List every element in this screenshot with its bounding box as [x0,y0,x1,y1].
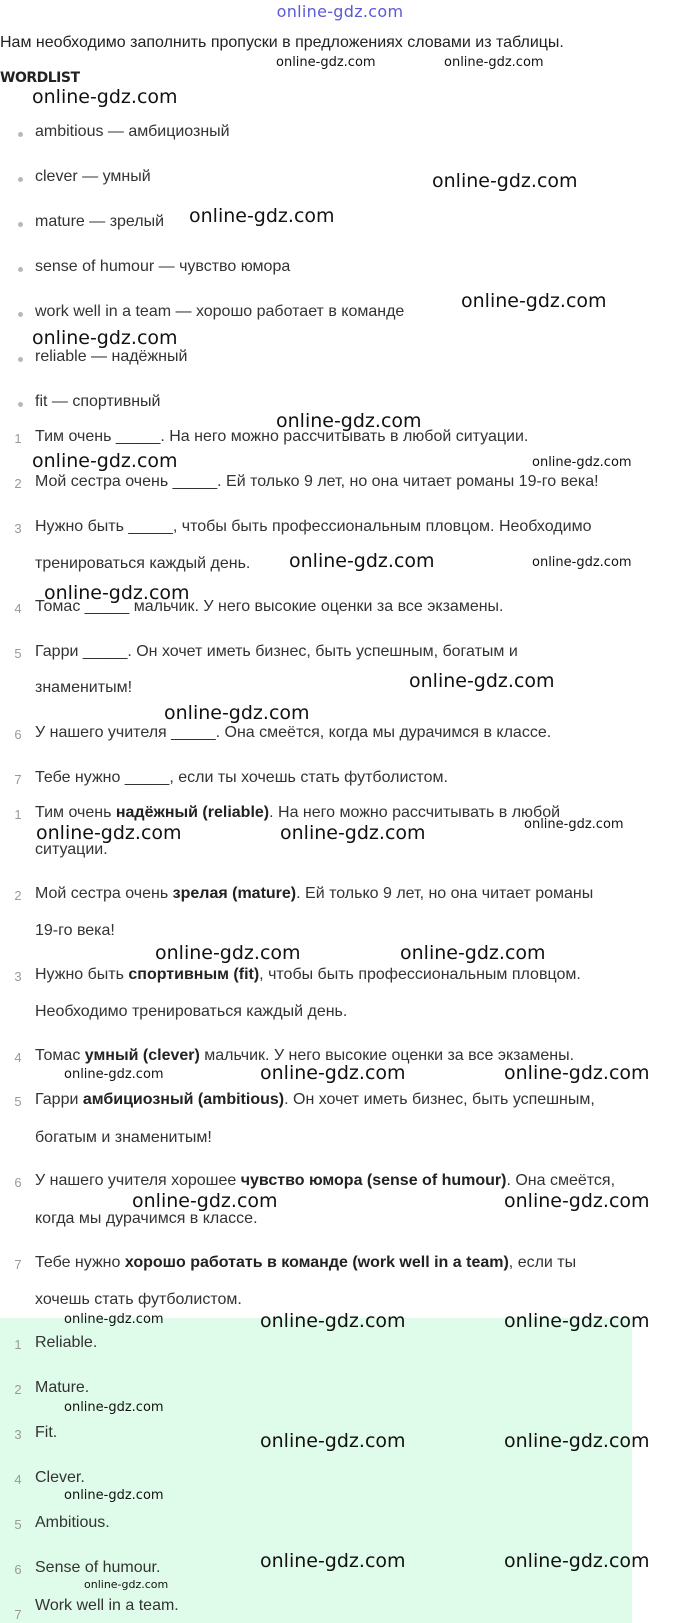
filled-sentence-cont: ситуации. [35,841,108,858]
watermark: online-gdz.com [532,555,632,570]
watermark: online-gdz.com [132,1190,278,1212]
watermark: online-gdz.com [276,55,376,70]
watermark: online-gdz.com [504,1190,650,1212]
item-number: 6 [14,1562,22,1577]
item-number: 5 [14,1094,22,1109]
watermark: online-gdz.com [409,670,555,692]
watermark: online-gdz.com [189,205,335,227]
watermark: online-gdz.com [276,410,422,432]
watermark: online-gdz.com [260,1310,406,1332]
intro-text: Нам необходимо заполнить пропуски в предложениях словами из таблицы. [0,34,564,51]
watermark: online-gdz.com [32,450,178,472]
answer-item: Work well in a team. [35,1597,179,1614]
watermark: online-gdz.com [504,1310,650,1332]
filled-sentence: Гарри амбициозный (ambitious). Он хочет иметь бизнес, быть успешным, [35,1091,595,1108]
item-number: 1 [14,807,22,822]
exercise-sentence: Мой сестра очень _____. Ей только 9 лет, но она читает романы 19-го века! [35,473,599,490]
filled-sentence: Томас умный (clever) мальчик. У него высокие оценки за все экзамены. [35,1047,575,1064]
answer-word: зрелая (mature) [172,885,297,902]
item-number: 5 [14,1517,22,1532]
wordlist-item: reliable — надёжный [35,348,188,365]
filled-sentence-cont: богатым и знаменитым! [35,1129,212,1146]
exercise-sentence: Томас _____ мальчик. У него высокие оценки за все экзамены. [35,598,504,615]
answer-item: Ambitious. [35,1514,110,1531]
watermark: online-gdz.com [400,942,546,964]
filled-sentence: Тебе нужно хорошо работать в команде (work well in a team), если ты [35,1254,577,1271]
answer-item: Clever. [35,1469,85,1486]
wordlist-title: WORDLIST [0,70,80,86]
item-number: 4 [14,601,22,616]
wordlist-item: ambitious — амбициозный [35,123,230,140]
filled-sentence: Тим очень надёжный (reliable). На него можно рассчитывать в любой [35,804,561,821]
watermark: online-gdz.com [44,582,190,604]
exercise-sentence: Гарри _____. Он хочет иметь бизнес, быть успешным, богатым и [35,643,518,660]
watermark: online-gdz.com [432,170,578,192]
item-number: 2 [14,476,22,491]
filled-sentence: У нашего учителя хорошее чувство юмора (sense of humour). Она смеётся, [35,1172,616,1189]
bullet-icon [18,357,23,362]
bullet-icon [18,312,23,317]
watermark: online-gdz.com [84,1578,169,1591]
watermark: online-gdz.com [32,327,178,349]
exercise-sentence-cont: тренироваться каждый день. [35,555,251,572]
answer-item: Fit. [35,1424,58,1441]
filled-sentence-cont: 19-го века! [35,922,115,939]
watermark: online-gdz.com [155,942,301,964]
watermark: online-gdz.com [36,822,182,844]
filled-sentence: Нужно быть спортивным (fit), чтобы быть профессиональным пловцом. [35,966,581,983]
wordlist-item: clever — умный [35,168,151,185]
watermark: online-gdz.com [504,1062,650,1084]
exercise-sentence: У нашего учителя _____. Она смеётся, когда мы дурачимся в классе. [35,724,552,741]
wordlist-item: mature — зрелый [35,213,165,230]
bullet-icon [18,267,23,272]
watermark: online-gdz.com [444,55,544,70]
answer-item: Sense of humour. [35,1559,161,1576]
exercise-sentence: Тим очень _____. На него можно рассчитывать в любой ситуации. [35,428,529,445]
watermark: online-gdz.com [289,550,435,572]
watermark: online-gdz.com [260,1430,406,1452]
filled-sentence: Мой сестра очень зрелая (mature). Ей только 9 лет, но она читает романы [35,885,594,902]
watermark: online-gdz.com [280,822,426,844]
answer-word: умный (clever) [84,1047,200,1064]
answer-word: спортивным (fit) [128,966,260,983]
watermark: online-gdz.com [32,86,178,108]
answer-word: чувство юмора (sense of humour) [240,1172,507,1189]
item-number: 3 [14,521,22,536]
item-number: 6 [14,727,22,742]
answer-word: надёжный (reliable) [115,804,270,821]
bullet-icon [18,132,23,137]
item-number: 1 [14,1337,22,1352]
item-number: 6 [14,1175,22,1190]
watermark: online-gdz.com [532,455,632,470]
exercise-sentence: Нужно быть _____, чтобы быть профессиональным пловцом. Необходимо [35,518,592,535]
bullet-icon [18,222,23,227]
watermark: online-gdz.com [64,1400,164,1415]
watermark: online-gdz.com [524,817,624,832]
answer-item: Reliable. [35,1334,98,1351]
answer-item: Mature. [35,1379,90,1396]
item-number: 7 [14,772,22,787]
item-number: 3 [14,1427,22,1442]
watermark: online-gdz.com [64,1312,164,1327]
item-number: 1 [14,431,22,446]
item-number: 2 [14,888,22,903]
bullet-icon [18,177,23,182]
wordlist-item: sense of humour — чувство юмора [35,258,291,275]
filled-sentence-cont: когда мы дурачимся в классе. [35,1210,258,1227]
bullet-icon [18,402,23,407]
item-number: 4 [14,1050,22,1065]
watermark: online-gdz.com [504,1430,650,1452]
site-header-logo[interactable]: online-gdz.com [276,2,404,21]
watermark: online-gdz.com [461,290,607,312]
watermark: online-gdz.com [504,1550,650,1572]
item-number: 5 [14,646,22,661]
answer-word: амбициозный (ambitious) [82,1091,285,1108]
exercise-sentence-cont: знаменитым! [35,679,133,696]
item-number: 3 [14,969,22,984]
watermark: online-gdz.com [164,702,310,724]
item-number: 4 [14,1472,22,1487]
watermark: online-gdz.com [64,1488,164,1503]
watermark: online-gdz.com [64,1067,164,1082]
item-number: 7 [14,1607,22,1622]
filled-sentence-cont: Необходимо тренироваться каждый день. [35,1003,348,1020]
item-number: 7 [14,1257,22,1272]
wordlist-item: fit — спортивный [35,393,161,410]
item-number: 2 [14,1382,22,1397]
watermark: online-gdz.com [260,1062,406,1084]
exercise-sentence: Тебе нужно _____, если ты хочешь стать футболистом. [35,769,448,786]
filled-sentence-cont: хочешь стать футболистом. [35,1291,242,1308]
watermark: online-gdz.com [260,1550,406,1572]
wordlist-item: work well in a team — хорошо работает в команде [35,303,405,320]
answer-word: хорошо работать в команде (work well in a team) [124,1254,509,1271]
